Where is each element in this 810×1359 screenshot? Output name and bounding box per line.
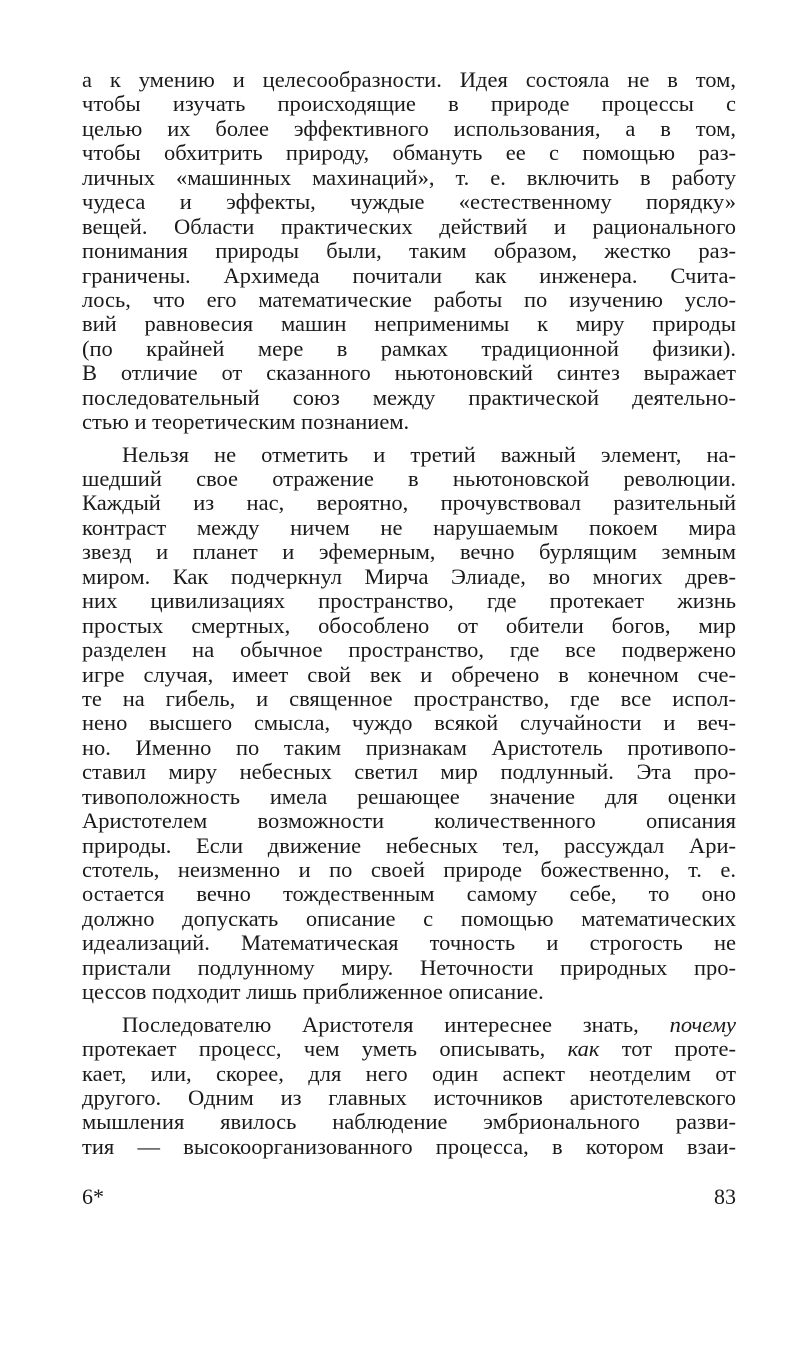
page-number: 83 [714, 1184, 736, 1209]
text-line: чтобы изучать происходящие в природе процессы с [82, 92, 736, 117]
signature-mark: 6* [82, 1184, 104, 1209]
text-line: звезд и планет и эфемерным, вечно бурлящим земным [82, 540, 736, 565]
paragraph-gap [82, 1005, 736, 1013]
text-line: контраст между ничем не нарушаемым покоем мира [82, 515, 736, 540]
text-line: другого. Одним из главных источников аристотелевского [82, 1085, 736, 1110]
text-line: понимания природы были, таким образом, жестко раз- [82, 239, 736, 264]
text-line: природы. Если движение небесных тел, рассуждал Ари- [82, 833, 736, 858]
text-line: Каждый из нас, вероятно, прочувствовал разительный [82, 491, 736, 516]
text-line: кает, или, скорее, для него один аспект неотделим от [82, 1061, 736, 1086]
text-line: тивоположность имела решающее значение для оценки [82, 784, 736, 809]
text-line: чудеса и эффекты, чуждые «естественному порядку» [82, 190, 736, 215]
text-line: чтобы обхитрить природу, обмануть ее с помощью раз- [82, 141, 736, 166]
text-line: а к умению и целесообразности. Идея состояла не в том, [82, 68, 736, 92]
text-line: ставил миру небесных светил мир подлунный. Эта про- [82, 760, 736, 785]
text-line: личных «машинных махинаций», т. е. включить в работу [82, 165, 736, 190]
text-line: идеализаций. Математическая точность и строгость не [82, 931, 736, 956]
text-line: целью их более эффективного использования, а в том, [82, 116, 736, 141]
text-line: но. Именно по таким признакам Аристотель противопо- [82, 735, 736, 760]
text-line: разделен на обычное пространство, где все подвержено [82, 638, 736, 663]
text-line: остается вечно тождественным самому себе, то оно [82, 882, 736, 907]
text-line: них цивилизациях пространство, где протекает жизнь [82, 589, 736, 614]
text-line: вий равновесия машин неприменимы к миру природы [82, 312, 736, 337]
text-line: стью и теоретическим познанием. [82, 410, 410, 435]
text-line: мышления явилось наблюдение эмбрионального разви- [82, 1110, 736, 1135]
text-line: (по крайней мере в рамках традиционной физики). [82, 336, 736, 361]
text-line: вещей. Области практических действий и рационального [82, 214, 736, 239]
text-line: нено высшего смысла, чуждо всякой случайности и веч- [82, 711, 736, 736]
page-footer [82, 1184, 736, 1212]
text-line: протекает процесс, чем уметь описывать, как тот проте- [82, 1037, 736, 1062]
text-line: Аристотелем возможности количественного описания [82, 809, 736, 834]
text-line: миром. Как подчеркнул Мирча Элиаде, во многих древ- [82, 564, 736, 589]
paragraph-1 [82, 68, 736, 435]
text-line: лось, что его математические работы по изучению усло- [82, 287, 736, 312]
text-line: последовательный союз между практической деятельно- [82, 385, 736, 410]
text-line: граничены. Архимеда почитали как инженера. Счита- [82, 263, 736, 288]
paragraph-gap [82, 435, 736, 443]
paragraph-2 [82, 443, 736, 1005]
text-line: те на гибель, и священное пространство, где все испол- [82, 686, 736, 711]
text-line: Последователю Аристотеля интереснее знать, почему [122, 1012, 736, 1037]
text-line: цессов подходит лишь приближенное описание. [82, 980, 544, 1005]
paragraph-3 [82, 1013, 736, 1160]
page-body [82, 68, 736, 1159]
text-line: должно допускать описание с помощью математических [82, 906, 736, 931]
text-line: В отличие от сказанного ньютоновский синтез выражает [82, 361, 736, 386]
text-line: простых смертных, обособлено от обители богов, мир [82, 613, 736, 638]
text-line: стотель, неизменно и по своей природе божественно, т. е. [82, 858, 736, 882]
text-line: пристали подлунному миру. Неточности природных про- [82, 955, 736, 980]
text-line: шедший свое отражение в ньютоновской революции. [82, 467, 736, 491]
text-line: Нельзя не отметить и третий важный элемент, на- [122, 442, 736, 467]
text-line: игре случая, имеет свой век и обречено в конечном сче- [82, 662, 736, 687]
text-line: тия — высокоорганизованного процесса, в котором взаи- [82, 1134, 736, 1159]
